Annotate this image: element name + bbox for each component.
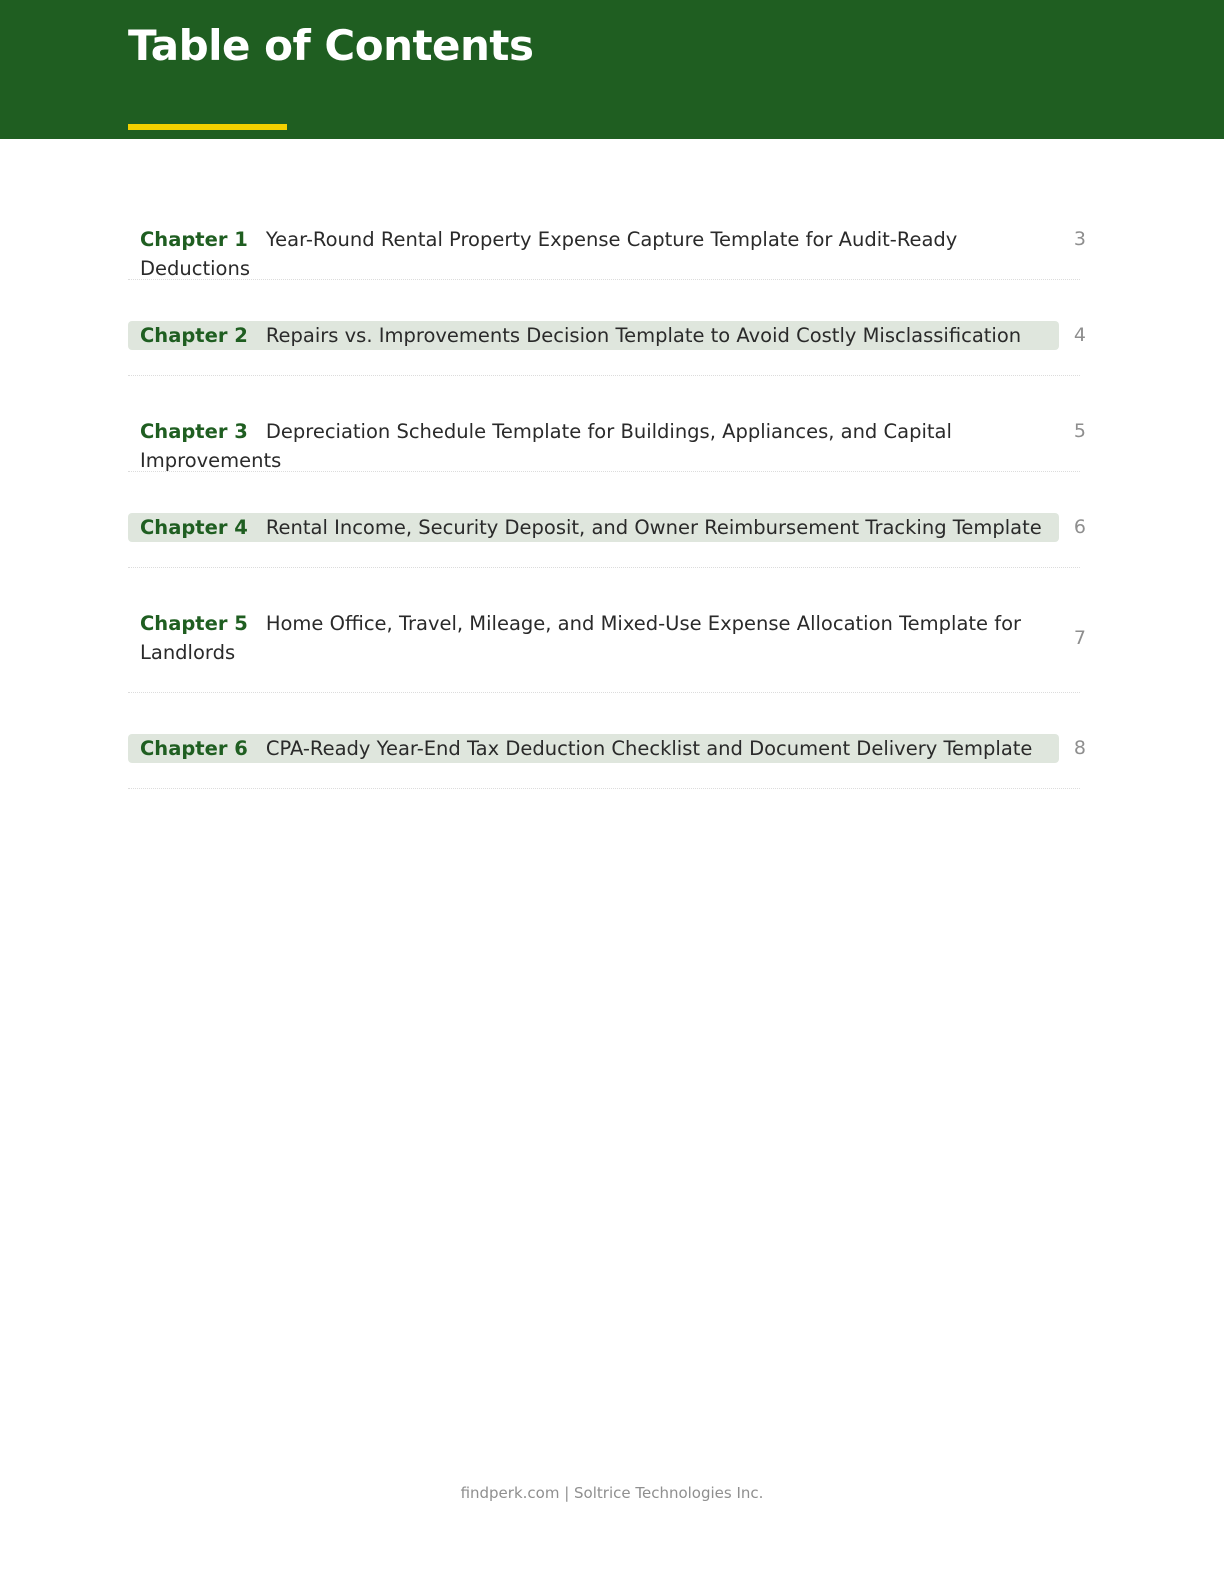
chapter-label: Chapter 6 [140,737,248,760]
chapter-title: Home Office, Travel, Mileage, and Mixed-Use Expense Allocation Template for Landlords [140,612,1022,664]
footer-text: findperk.com | Soltrice Technologies Inc. [460,1484,764,1502]
toc-entry-text [128,225,1059,283]
divider [128,692,1080,693]
chapter-label: Chapter 5 [140,612,248,635]
chapter-label: Chapter 3 [140,420,248,443]
page-number: 4 [1073,324,1086,346]
toc-entry-text [128,321,1059,350]
page-number: 8 [1073,737,1086,759]
chapter-label: Chapter 1 [140,228,248,251]
toc-entry-text [128,417,1059,475]
chapter-label: Chapter 4 [140,516,248,539]
divider [128,375,1080,376]
toc-entry-text [128,513,1059,542]
chapter-title: Year-Round Rental Property Expense Capture Template for Audit-Ready Deductions [140,228,958,280]
header-banner [0,0,1224,139]
divider [128,788,1080,789]
page-title: Table of Contents [128,21,534,70]
chapter-title: CPA-Ready Year-End Tax Deduction Checklist and Document Delivery Template [265,737,1033,760]
chapter-title: Repairs vs. Improvements Decision Template to Avoid Costly Misclassification [265,324,1022,347]
divider [128,279,1080,280]
chapter-label: Chapter 2 [140,324,248,347]
page-number: 7 [1073,627,1086,649]
toc-entry-text [128,609,1059,667]
page-number: 5 [1073,420,1086,442]
title-accent-bar [128,124,287,130]
chapter-title: Depreciation Schedule Template for Buildings, Appliances, and Capital Improvements [140,420,952,472]
divider [128,471,1080,472]
toc-entry-text [128,734,1059,763]
chapter-title: Rental Income, Security Deposit, and Owner Reimbursement Tracking Template [265,516,1042,539]
page-number: 6 [1073,516,1086,538]
page-number: 3 [1073,228,1086,250]
divider [128,567,1080,568]
